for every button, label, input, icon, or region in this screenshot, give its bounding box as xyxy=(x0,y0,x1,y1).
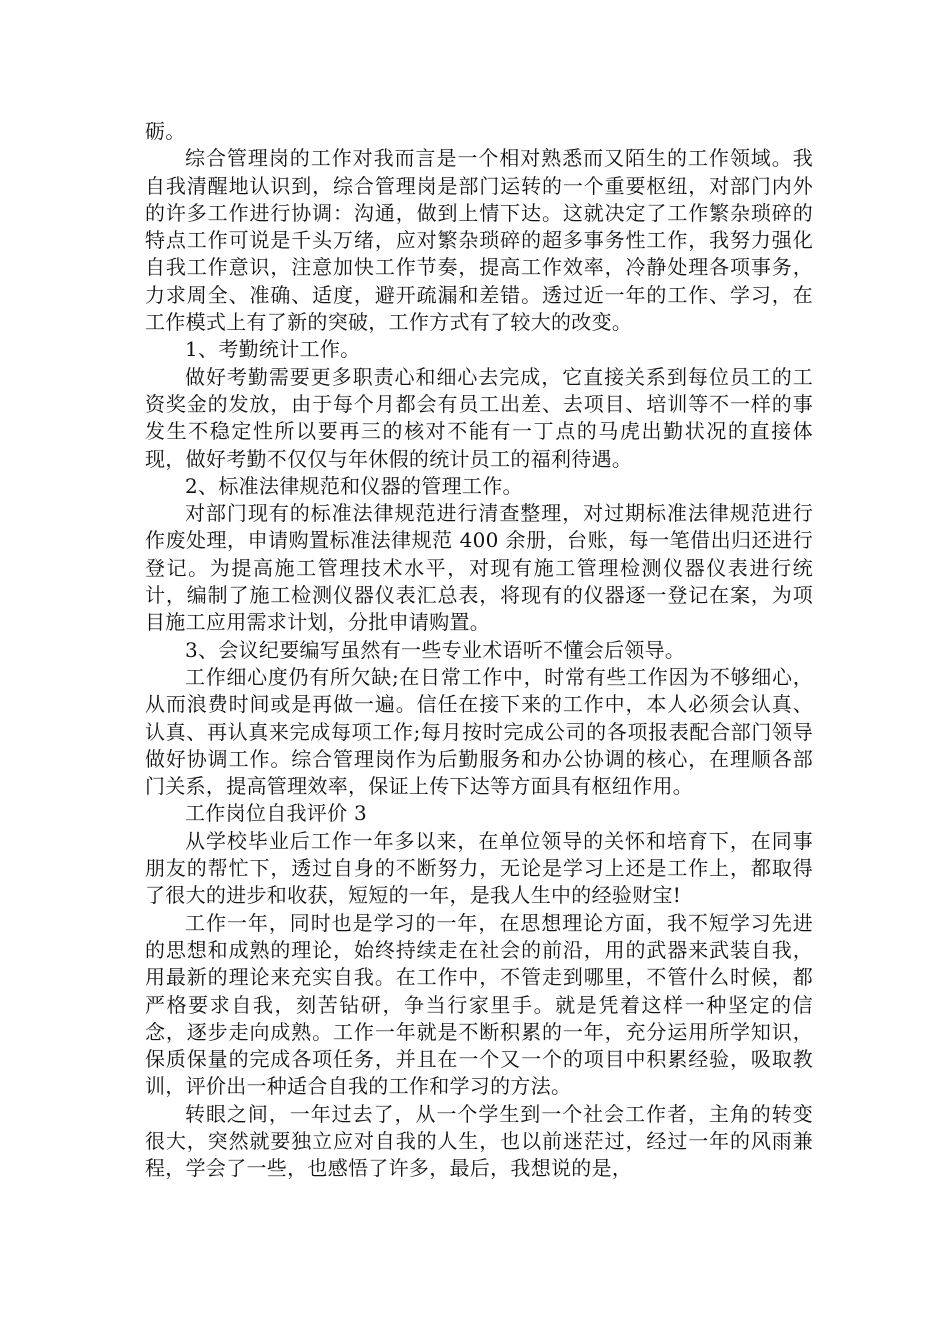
paragraph-opening-fragment: 砺。 xyxy=(145,119,186,143)
paragraph-shortcomings: 工作细心度仍有所欠缺;在日常工作中，时常有些工作因为不够细心，从而浪费时间或是再做一遍。信任在接下来的工作中，本人必须会认真、认真、再认真来完成每项工作;每月按时完成公司的各项报表配合部门领导做好协调工作。综合管理岗作为后勤服务和办公协调的核心，在理顺各部门关系，提高管理效率，保证上传下达等方面具有枢纽作用。 xyxy=(145,664,813,799)
paragraph-closing: 转眼之间，一年过去了，从一个学生到一个社会工作者，主角的转变很大，突然就要独立应对自我的人生，也以前迷茫过，经过一年的风雨兼程，学会了一些，也感悟了许多，最后，我想说的是， xyxy=(145,1101,813,1181)
paragraph-attendance: 做好考勤需要更多职责心和细心去完成，它直接关系到每位员工的工资奖金的发放，由于每个月都会有员工出差、去项目、培训等不一样的事发生不稳定性所以要再三的核对不能有一丁点的马虎出勤状况的直接体现，做好考勤不仅仅与年休假的统计员工的福利待遇。 xyxy=(145,364,813,471)
paragraph-standards: 对部门现有的标准法律规范进行清查整理，对过期标准法律规范进行作废处理，申请购置标准法律规范 400 余册，台账，每一笔借出归还进行登记。为提高施工管理技术水平，对现有施工管理检测仪器仪表进行统计，编制了施工检测仪器仪表汇总表，将现有的仪器逐一登记在案，为项目施工应用需求计划，分批申请购置。 xyxy=(145,501,813,635)
paragraph-since-graduation: 从学校毕业后工作一年多以来，在单位领导的关怀和培育下，在同事朋友的帮忙下，透过自身的不断努力，无论是学习上还是工作上，都取得了很大的进步和收获，短短的一年，是我人生中的经验财宝! xyxy=(145,828,813,908)
paragraph-learning-year: 工作一年，同时也是学习的一年，在思想理论方面，我不短学习先进的思想和成熟的理论，始终持续走在社会的前沿，用的武器来武装自我，用最新的理论来充实自我。在工作中，不管走到哪里，不管什么时候，都严格要求自我，刻苦钻研，争当行家里手。就是凭着这样一种坚定的信念，逐步走向成熟。工作一年就是不断积累的一年，充分运用所学知识，保质保量的完成各项任务，并且在一个又一个的项目中积累经验，吸取教训，评价出一种适合自我的工作和学习的方法。 xyxy=(145,910,813,1099)
section-heading-attendance: 1、考勤统计工作。 xyxy=(185,337,361,362)
document-page xyxy=(145,118,813,1183)
section-heading-minutes: 3、会议纪要编写虽然有一些专业术语听不懂会后领导。 xyxy=(185,637,686,662)
section-title-evaluation-3: 工作岗位自我评价 3 xyxy=(185,801,368,826)
section-heading-standards: 2、标准法律规范和仪器的管理工作。 xyxy=(185,473,523,498)
paragraph-role-overview: 综合管理岗的工作对我而言是一个相对熟悉而又陌生的工作领域。我自我清醒地认识到，综合管理岗是部门运转的一个重要枢纽，对部门内外的许多工作进行协调：沟通，做到上情下达。这就决定了工作繁杂琐碎的特点工作可说是千头万绪，应对繁杂琐碎的超多事务性工作，我努力强化自我工作意识，注意加快工作节奏，提高工作效率，冷静处理各项事务，力求周全、准确、适度，避开疏漏和差错。透过近一年的工作、学习，在工作模式上有了新的突破，工作方式有了较大的改变。 xyxy=(145,146,813,335)
